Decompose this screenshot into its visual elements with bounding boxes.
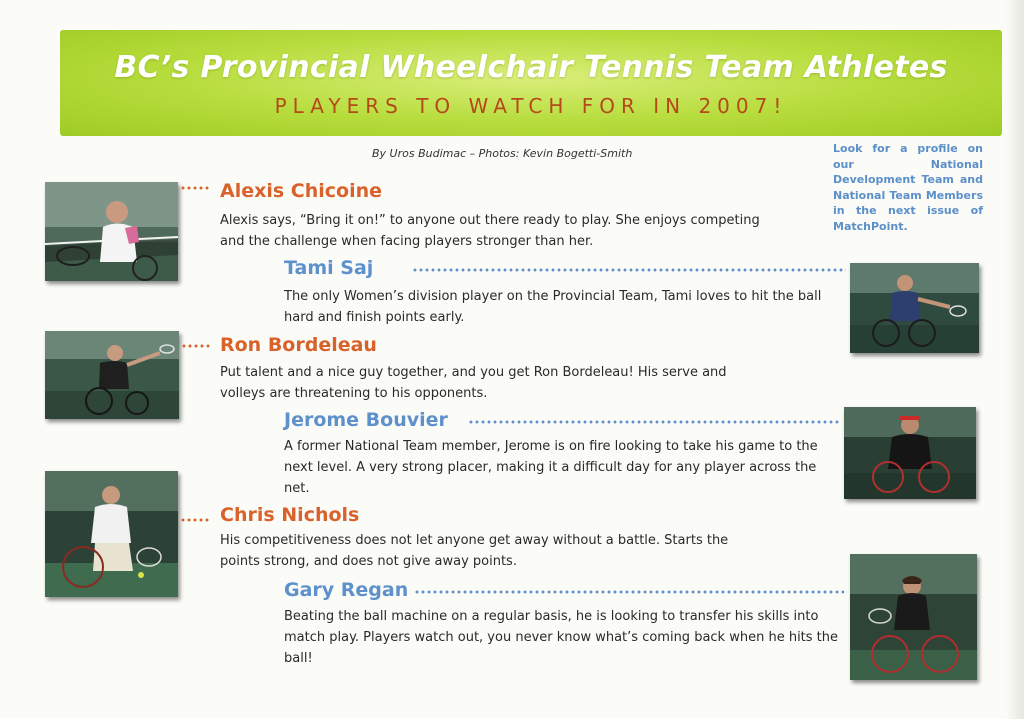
player-photo-chris-nichols: [45, 471, 178, 597]
header-banner: [60, 30, 1002, 136]
player-name-tami-saj: Tami Saj: [284, 257, 374, 279]
player-photo-jerome-bouvier: [844, 407, 976, 499]
player-name-alexis-chicoine: Alexis Chicoine: [220, 180, 383, 202]
player-bio-gary-regan: Beating the ball machine on a regular basis, he is looking to transfer his skills into match play. Players watch out, you never know what’s coming back when he hits the ball!: [284, 609, 839, 666]
leader-dots: [180, 518, 210, 522]
player-photo-alexis-chicoine: [45, 182, 178, 281]
leader-dots: [414, 590, 844, 594]
player-name-ron-bordeleau: Ron Bordeleau: [220, 334, 377, 356]
leader-dots: [181, 344, 211, 348]
player-name-chris-nichols: Chris Nichols: [220, 504, 360, 526]
leader-dots: [180, 186, 210, 190]
player-photo-ron-bordeleau: [45, 331, 179, 419]
player-bio-chris-nichols: His competitiveness does not let anyone get away without a battle. Starts the points strong, and does not give away points.: [220, 533, 729, 569]
player-bio-tami-saj: The only Women’s division player on the Provincial Team, Tami loves to hit the ball hard and finish points early.: [284, 289, 822, 325]
page-subtitle: PLAYERS TO WATCH FOR IN 2007!: [274, 94, 788, 118]
player-name-gary-regan: Gary Regan: [284, 579, 409, 601]
page-edge-shadow: [1006, 0, 1024, 719]
page-title: BC’s Provincial Wheelchair Tennis Team Athletes: [114, 50, 948, 85]
player-photo-tami-saj: [850, 263, 979, 353]
player-name-jerome-bouvier: Jerome Bouvier: [284, 409, 448, 431]
player-bio-ron-bordeleau: Put talent and a nice guy together, and you get Ron Bordeleau! His serve and volleys are threatening to his opponents.: [220, 365, 727, 401]
leader-dots: [468, 420, 840, 424]
leader-dots: [412, 268, 846, 272]
byline: By Uros Budimac – Photos: Kevin Bogetti-Smith: [372, 147, 633, 160]
side-note: Look for a profile on our National Development Team and National Team Members in the next issue of MatchPoint.: [833, 142, 983, 233]
player-bio-alexis-chicoine: Alexis says, “Bring it on!” to anyone out there ready to play. She enjoys competing and the challenge when facing players stronger than her.: [220, 213, 760, 249]
player-bio-jerome-bouvier: A former National Team member, Jerome is on fire looking to take his game to the next level. A very strong placer, making it a difficult day for any player across the net.: [284, 439, 818, 496]
player-photo-gary-regan: [850, 554, 977, 680]
